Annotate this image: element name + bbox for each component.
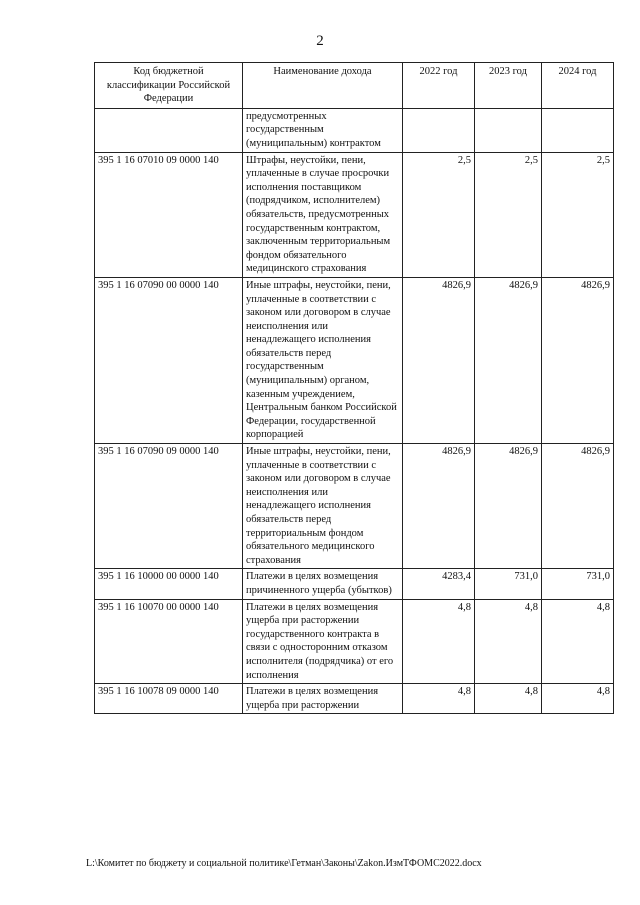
row-name: Платежи в целях возмещения ущерба при расторжении [243, 684, 403, 714]
row-code: 395 1 16 07010 09 0000 140 [95, 152, 243, 277]
row-value-2024: 731,0 [542, 569, 614, 599]
row-name: Платежи в целях возмещения ущерба при расторжении государственного контракта в связи с односторонним отказом исполнителя (подрядчика) от его исполнения [243, 599, 403, 684]
row-value-2023: 4,8 [475, 684, 542, 714]
row-value-2022: 4,8 [403, 684, 475, 714]
row-code: 395 1 16 10078 09 0000 140 [95, 684, 243, 714]
row-value-2022: 4283,4 [403, 569, 475, 599]
row-name: предусмотренных государственным (муниципальным) контрактом [243, 108, 403, 152]
header-name: Наименование дохода [243, 63, 403, 109]
page-number: 2 [316, 33, 324, 49]
header-code: Код бюджетной классификации Российской Федерации [95, 63, 243, 109]
row-value-2023: 4,8 [475, 599, 542, 684]
table-row [95, 444, 614, 569]
row-name: Платежи в целях возмещения причиненного ущерба (убытков) [243, 569, 403, 599]
table-row [95, 599, 614, 684]
header-2022: 2022 год [403, 63, 475, 109]
row-name: Штрафы, неустойки, пени, уплаченные в случае просрочки исполнения поставщиком (подрядчиком, исполнителем) обязательств, предусмотренных государственным контрактом, заключенным территориальным фондом обязательного медицинского страхования [243, 152, 403, 277]
row-value-2022 [403, 108, 475, 152]
row-code: 395 1 16 10000 00 0000 140 [95, 569, 243, 599]
row-value-2024: 4,8 [542, 684, 614, 714]
table-header-row [95, 63, 614, 109]
header-2024: 2024 год [542, 63, 614, 109]
row-value-2022: 4826,9 [403, 444, 475, 569]
row-value-2023: 4826,9 [475, 444, 542, 569]
row-value-2024: 4826,9 [542, 277, 614, 443]
row-value-2023 [475, 108, 542, 152]
table-row [95, 569, 614, 599]
row-value-2023: 2,5 [475, 152, 542, 277]
row-value-2022: 4,8 [403, 599, 475, 684]
row-code [95, 108, 243, 152]
header-2023: 2023 год [475, 63, 542, 109]
row-value-2024: 4,8 [542, 599, 614, 684]
row-value-2024: 4826,9 [542, 444, 614, 569]
row-name: Иные штрафы, неустойки, пени, уплаченные в соответствии с законом или договором в случае неисполнения или ненадлежащего исполнения обязательств перед территориальным фондом обязательного медицинского страхования [243, 444, 403, 569]
row-value-2024: 2,5 [542, 152, 614, 277]
table-row [95, 684, 614, 714]
row-value-2023: 731,0 [475, 569, 542, 599]
revenue-table [94, 62, 614, 714]
table-row [95, 152, 614, 277]
table-row [95, 277, 614, 443]
row-code: 395 1 16 07090 09 0000 140 [95, 444, 243, 569]
file-path-footer: L:\Комитет по бюджету и социальной политике\Гетман\Законы\Zakon.ИзмТФОМС2022.docx [86, 858, 482, 869]
row-value-2022: 4826,9 [403, 277, 475, 443]
table-row [95, 108, 614, 152]
row-value-2024 [542, 108, 614, 152]
row-value-2022: 2,5 [403, 152, 475, 277]
row-name: Иные штрафы, неустойки, пени, уплаченные в соответствии с законом или договором в случае неисполнения или ненадлежащего исполнения обязательств перед государственным (муниципальным) органом, казенным учреждением, Центральным банком Российской Федерации, государственной корпорацией [243, 277, 403, 443]
row-code: 395 1 16 10070 00 0000 140 [95, 599, 243, 684]
row-value-2023: 4826,9 [475, 277, 542, 443]
row-code: 395 1 16 07090 00 0000 140 [95, 277, 243, 443]
